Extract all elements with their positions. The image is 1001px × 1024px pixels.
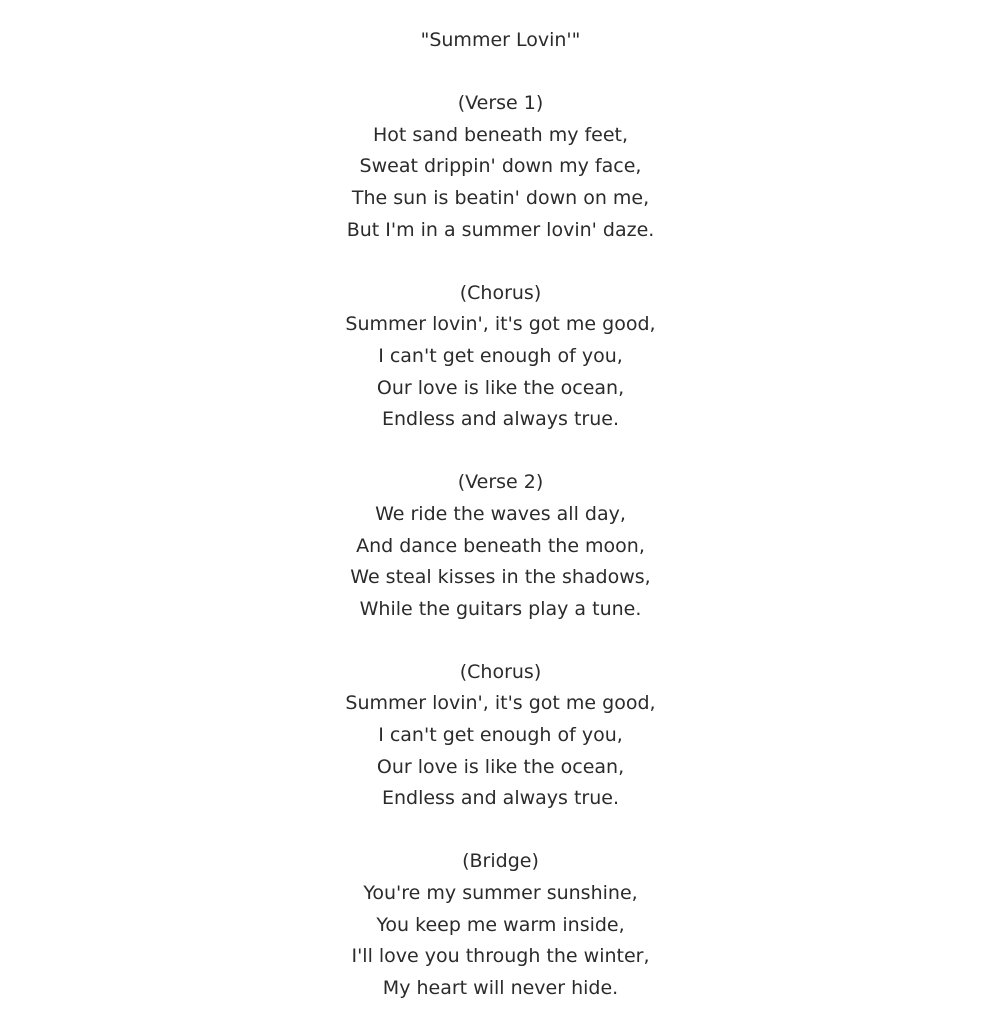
chorus-1-label: (Chorus) [459, 281, 542, 304]
lyric-line: Hot sand beneath my feet, [372, 123, 629, 146]
lyric-line: I can't get enough of you, [378, 344, 623, 367]
lyric-line: Our love is like the ocean, [376, 755, 625, 778]
verse-1-section [0, 88, 1001, 246]
lyric-line: The sun is beatin' down on me, [351, 186, 650, 209]
lyric-line: Summer lovin', it's got me good, [345, 313, 656, 336]
chorus-1-section [0, 278, 1001, 436]
lyric-line: But I'm in a summer lovin' daze. [346, 218, 655, 241]
lyric-line: Summer lovin', it's got me good, [345, 692, 656, 715]
section-gap [0, 815, 1001, 847]
verse-1-label: (Verse 1) [457, 92, 544, 115]
verse-2-section [0, 467, 1001, 625]
song-title: "Summer Lovin'" [420, 29, 581, 51]
bridge-section [0, 846, 1001, 1004]
lyric-line: Endless and always true. [381, 408, 620, 431]
section-gap [0, 625, 1001, 657]
lyric-line: You keep me warm inside, [376, 913, 625, 936]
chorus-2-label: (Chorus) [459, 660, 542, 683]
lyric-line: Sweat drippin' down my face, [359, 155, 642, 178]
section-gap [0, 436, 1001, 468]
lyric-line: While the guitars play a tune. [359, 597, 642, 620]
verse-2-label: (Verse 2) [457, 471, 544, 494]
lyric-line: Endless and always true. [381, 787, 620, 810]
lyric-line: You're my summer sunshine, [363, 882, 638, 905]
bridge-label: (Bridge) [462, 850, 539, 873]
lyric-line: We ride the waves all day, [375, 502, 626, 525]
lyric-line: Our love is like the ocean, [376, 376, 625, 399]
section-gap [0, 57, 1001, 89]
lyric-line: I can't get enough of you, [378, 724, 623, 747]
lyric-line: I'll love you through the winter, [351, 945, 650, 968]
lyric-line: My heart will never hide. [382, 976, 619, 999]
lyric-line: We steal kisses in the shadows, [350, 566, 651, 589]
chorus-2-section [0, 657, 1001, 815]
section-gap [0, 246, 1001, 278]
lyric-line: And dance beneath the moon, [356, 534, 645, 557]
